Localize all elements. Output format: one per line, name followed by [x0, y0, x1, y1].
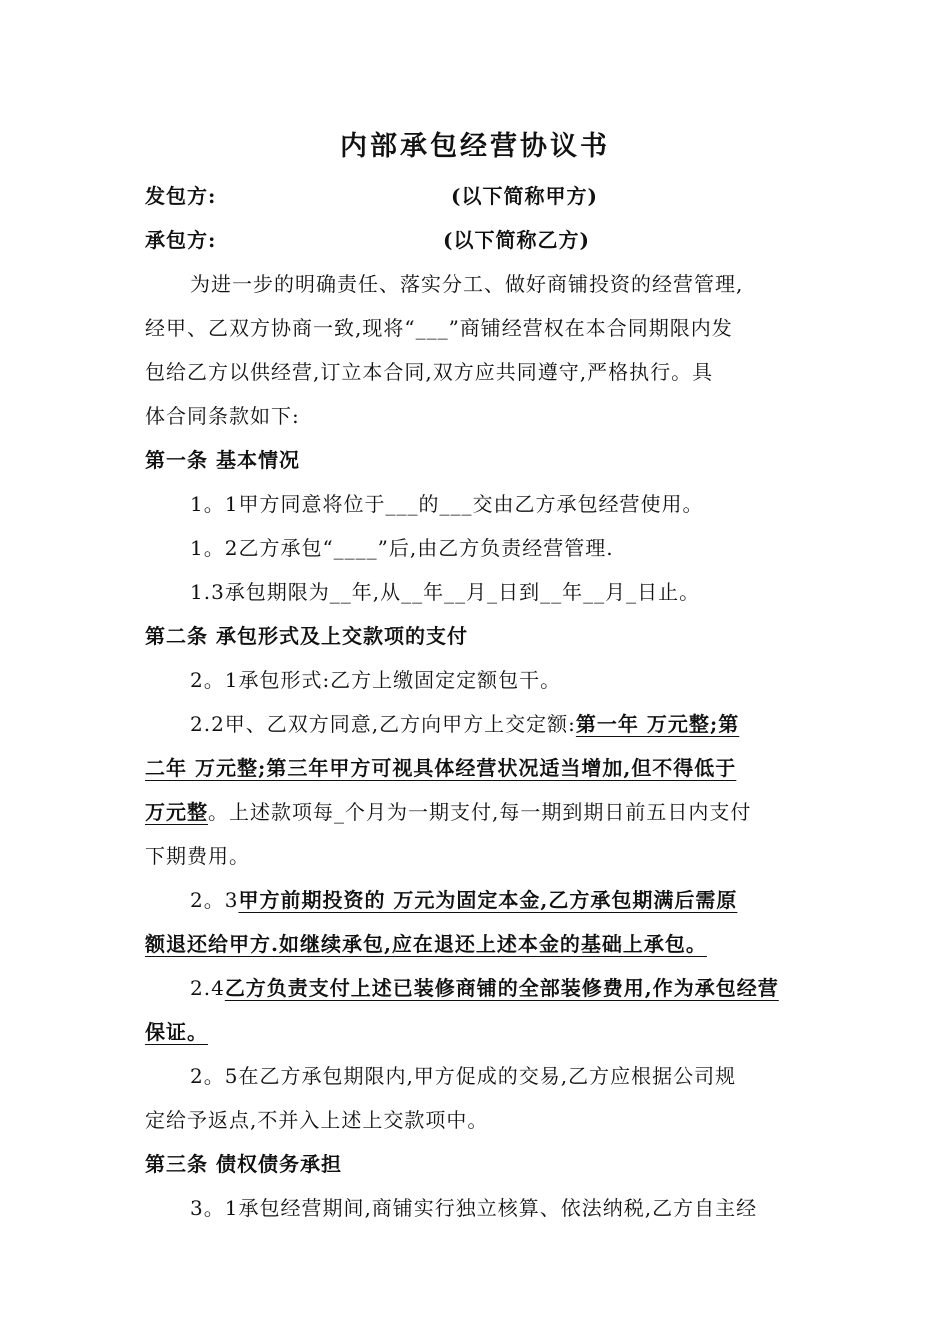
clause-2-2-amount-year1: 第一年 万元整;第: [575, 712, 740, 736]
clause-2-2-line-2: 二年 万元整;第三年甲方可视具体经营状况适当增加,但不得低于: [145, 756, 737, 780]
article-2-heading: 第二条 承包形式及上交款项的支付: [145, 624, 468, 648]
clause-2-3-text-1: 甲方前期投资的 万元为固定本金,乙方承包期满后需原: [238, 888, 738, 912]
clause-2-2-line-3: [145, 790, 810, 834]
clause-2-3-line-2: 额退还给甲方.如继续承包,应在退还上述本金的基础上承包。: [145, 932, 707, 956]
party-b-label: 承包方:: [145, 228, 217, 252]
clause-2-4-text-1: 乙方负责支付上述已装修商铺的全部装修费用,作为承包经营: [224, 976, 779, 1000]
clause-2-2-min-amount: 万元整: [145, 800, 208, 824]
intro-line-3: 包给乙方以供经营,订立本合同,双方应共同遵守,严格执行。具: [145, 360, 714, 384]
intro-line-4: 体合同条款如下:: [145, 404, 300, 428]
clause-1-1: 1。1甲方同意将位于___的___交由乙方承包经营使用。: [190, 492, 704, 516]
clause-2-2-prefix: 2.2甲、乙双方同意,乙方向甲方上交定额:: [190, 712, 576, 736]
clause-2-4-number: 2.4: [190, 976, 225, 1000]
clause-2-2-line-1: [190, 702, 810, 746]
clause-2-3-line-1: [190, 878, 810, 922]
document-title: 内部承包经营协议书: [340, 131, 610, 162]
clause-2-5-line-2: 定给予返点,不并入上述上交款项中。: [145, 1108, 489, 1132]
party-b-row: [145, 218, 810, 262]
intro-line-2: 经甲、乙双方协商一致,现将“___”商铺经营权在本合同期限内发: [145, 316, 733, 340]
clause-2-2-line-4: 下期费用。: [145, 844, 250, 868]
article-3-heading: 第三条 债权债务承担: [145, 1152, 342, 1176]
clause-1-2: 1。2乙方承包“____”后,由乙方负责经营管理.: [190, 536, 614, 560]
party-a-row: [145, 174, 810, 218]
party-a-label: 发包方:: [145, 184, 217, 208]
clause-2-4-line-2: 保证。: [145, 1020, 208, 1044]
party-a-note: (以下简称甲方): [451, 184, 598, 208]
clause-2-4-line-1: [190, 966, 810, 1010]
clause-2-1: 2。1承包形式:乙方上缴固定定额包干。: [190, 668, 562, 692]
clause-1-3: 1.3承包期限为__年,从__年__月_日到__年__月_日止。: [190, 580, 701, 604]
clause-3-1: 3。1承包经营期间,商铺实行独立核算、依法纳税,乙方自主经: [190, 1196, 758, 1220]
clause-2-2-payment-terms: 。上述款项每_个月为一期支付,每一期到期日前五日内支付: [208, 800, 752, 824]
clause-2-3-number: 2。3: [190, 888, 239, 912]
clause-2-5-line-1: 2。5在乙方承包期限内,甲方促成的交易,乙方应根据公司规: [190, 1064, 737, 1088]
party-b-note: (以下简称乙方): [443, 228, 590, 252]
article-1-heading: 第一条 基本情况: [145, 448, 300, 472]
intro-line-1: 为进一步的明确责任、落实分工、做好商铺投资的经营管理,: [190, 272, 744, 296]
